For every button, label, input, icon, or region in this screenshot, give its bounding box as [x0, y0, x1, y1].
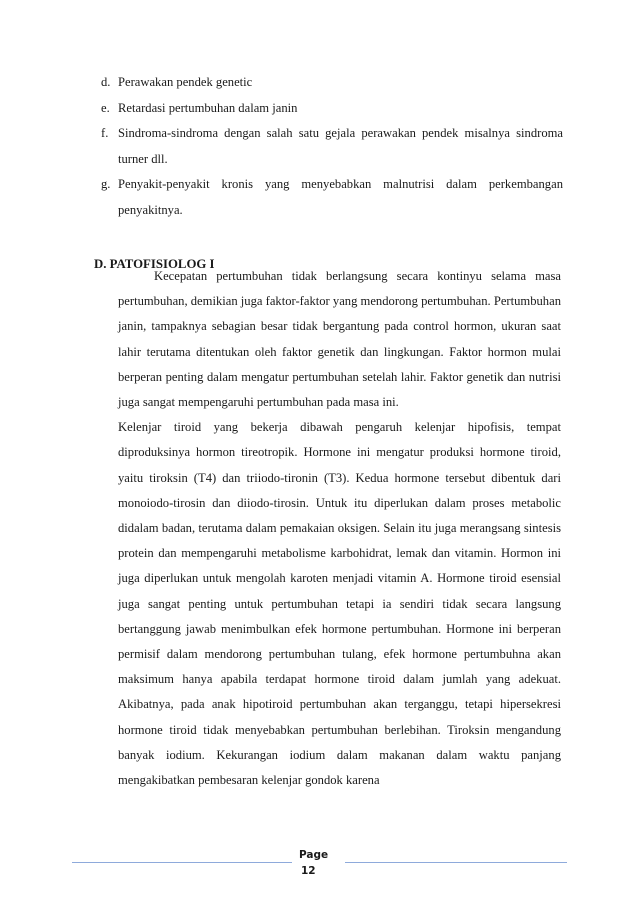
list-marker: e.: [101, 100, 110, 115]
list-item: [101, 121, 563, 172]
footer-rule-right: [345, 862, 567, 863]
cause-list: [101, 70, 563, 224]
list-item-text: Retardasi pertumbuhan dalam janin: [118, 100, 298, 115]
list-marker: f.: [101, 126, 109, 141]
list-item: [101, 70, 563, 96]
list-marker: d.: [101, 75, 111, 89]
paragraph: Kecepatan pertumbuhan tidak berlangsung secara kontinyu selama masa pertumbuhan, demikian juga faktor-faktor yang mendorong pertumbuhan. Pertumbuhan janin, tampaknya sebagian besar tidak bergantung pada control hormon, ukuran saat lahir terutama ditentukan oleh faktor genetik dan lingkungan. Faktor hormon mulai berperan penting dalam mengatur pertumbuhan setelah lahir. Faktor genetik dan nutrisi juga sangat mempengaruhi pertumbuhan pada masa ini.: [118, 269, 561, 410]
page-label: Page: [299, 849, 329, 861]
footer-rule-left: [72, 862, 292, 863]
page-number: 12: [301, 865, 316, 877]
list-marker: g.: [101, 177, 111, 192]
paragraph: Kelenjar tiroid yang bekerja dibawah pengaruh kelenjar hipofisis, tempat diproduksinya hormon tireotropik. Hormone ini mengatur produksi hormone tiroid, yaitu tiroksin (T4) dan triiodo-tironin (T3). Kedua hormone tersebut dibentuk dari monoiodo-tirosin dan diiodo-tirosin. Untuk itu diperlukan dalam proses metabolic didalam badan, terutama dalam pemakaian oksigen. Selain itu juga merangsang sintesis protein dan mempengaruhi metabolisme karbohidrat, lemak dan vitamin. Hormon ini juga diperlukan untuk mengolah karoten menjadi vitamin A. Hormone tiroid esensial juga sangat penting untuk pertumbuhan tetapi ia sendiri tidak secara langsung bertanggung jawab menimbulkan efek hormone pertumbuhan. Hormone ini berperan permisif dalam mendorong pertumbuhan tulang, efek hormone pertumbuhna akan maksimum hanya apabila terdapat hormone tiroid dalam jumlah yang adekuat. Akibatnya, pada anak hipotiroid pertumbuhan akan terganggu, tetapi hipersekresi hormone tiroid tidak menyebabkan pertumbuhan berlebihan. Tiroksin mengandung banyak iodium. Kekurangan iodium dalam makanan dalam waktu panjang mengakibatkan pembesaran kelenjar gondok karena: [118, 420, 561, 788]
list-item-text: Penyakit-penyakit kronis yang menyebabkan malnutrisi dalam perkembangan penyakitnya.: [118, 177, 563, 217]
section-heading: D. PATOFISIOLOG I: [94, 257, 215, 271]
section-body: [118, 264, 561, 793]
list-item: [101, 172, 563, 223]
list-item-text: Perawakan pendek genetic: [118, 75, 253, 89]
list-item: [101, 96, 563, 122]
list-item-text: Sindroma-sindroma dengan salah satu gejala perawakan pendek misalnya sindroma turner dll.: [118, 126, 563, 166]
